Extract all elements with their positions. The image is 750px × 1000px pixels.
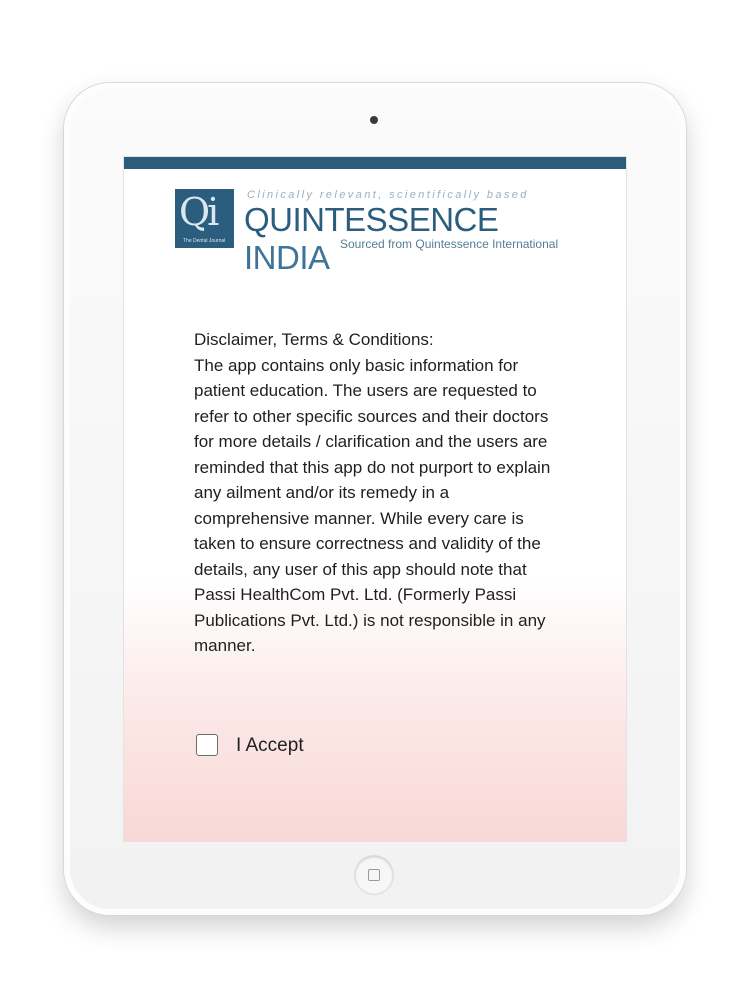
- home-square-icon: [368, 869, 380, 881]
- disclaimer-title: Disclaimer, Terms & Conditions:: [194, 330, 434, 349]
- tablet-frame: [64, 83, 686, 915]
- disclaimer-block: [194, 327, 564, 659]
- disclaimer-body: The app contains only basic information for patient education. The users are requested to refer to other specific sources and their doctors for more details / clarification and the users are reminded that this app do not purport to explain any ailment and/or its remedy in a comprehensive manner. While every care is taken to ensure correctness and validity of the details, any user of this app should note that Passi HealthCom Pvt. Ltd. (Formerly Passi Publications Pvt. Ltd.) is not responsible in any manner.: [194, 355, 551, 655]
- app-screen: [124, 157, 626, 841]
- header-logo: [175, 189, 575, 276]
- qi-logo-icon: [175, 189, 234, 248]
- logo-letters: Qi: [179, 190, 217, 234]
- top-accent-bar: [124, 157, 626, 169]
- brand-main: QUINTESSENCE: [244, 201, 499, 238]
- brand-subtitle: Sourced from Quintessence International: [340, 237, 559, 251]
- home-button[interactable]: [355, 856, 393, 894]
- accept-label[interactable]: I Accept: [236, 735, 304, 756]
- tagline: Clinically relevant, scientifically based: [247, 189, 529, 201]
- brand-accent: INDIA: [244, 239, 330, 276]
- logo-small-text: The Dental Journal: [183, 238, 226, 244]
- accept-checkbox[interactable]: [196, 734, 218, 756]
- camera-icon: [370, 116, 378, 124]
